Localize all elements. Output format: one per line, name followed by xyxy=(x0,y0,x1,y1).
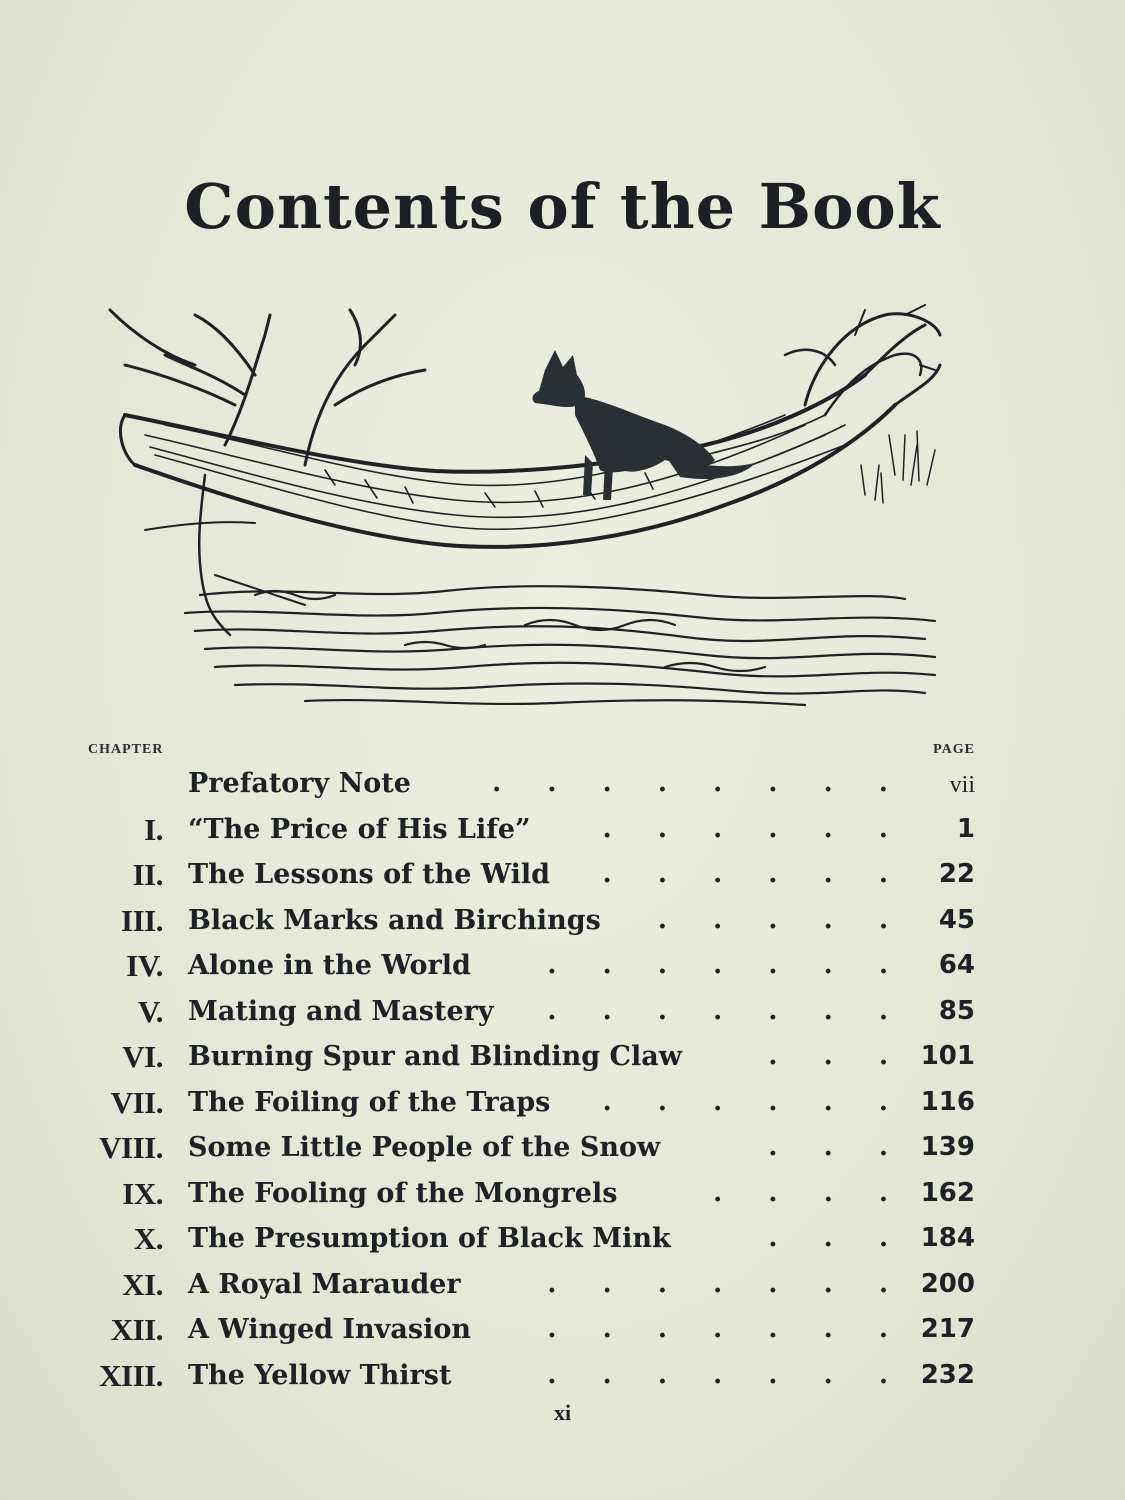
page-number-ref: 116 xyxy=(920,1086,975,1117)
chapter-title: The Lessons of the Wild xyxy=(188,859,551,890)
chapter-title: Prefatory Note xyxy=(188,768,411,799)
toc-entry xyxy=(0,903,1125,949)
fox-on-log-illustration xyxy=(105,295,950,715)
grass-tufts xyxy=(861,431,935,503)
dot-leader: . . . . . . . xyxy=(547,1314,890,1344)
page-number-ref: 162 xyxy=(920,1177,975,1208)
chapter-title: The Yellow Thirst xyxy=(188,1359,452,1391)
chapter-title: The Presumption of Black Mink xyxy=(188,1223,671,1254)
chapter-title: The Fooling of the Mongrels xyxy=(188,1177,618,1209)
water-ripples xyxy=(185,586,935,705)
chapter-number: VI. xyxy=(122,1039,163,1074)
dot-leader: . . . . . . . xyxy=(547,950,890,980)
chapter-number: XIII. xyxy=(99,1357,163,1393)
page-number-ref: 232 xyxy=(920,1359,975,1390)
dot-leader: . . . . . xyxy=(657,904,890,935)
dot-leader: . . . . . . xyxy=(602,813,890,844)
page-number-ref: 1 xyxy=(956,813,975,844)
dot-leader: . . . xyxy=(768,1041,890,1071)
toc-entry xyxy=(0,812,1125,858)
dot-leader: . . . . . . . xyxy=(547,1268,890,1299)
chapter-title: “The Price of His Life” xyxy=(188,813,531,845)
toc-entry xyxy=(0,1176,1125,1222)
toc-entry xyxy=(0,1085,1125,1131)
dot-leader: . . . xyxy=(768,1132,890,1162)
dot-leader: . . . . . . . . xyxy=(492,768,890,798)
chapter-title: The Foiling of the Traps xyxy=(188,1086,551,1118)
page-number-ref: 45 xyxy=(938,904,975,935)
dot-leader: . . . . . . xyxy=(602,1086,890,1117)
chapter-number: VII. xyxy=(110,1084,163,1120)
chapter-number: XI. xyxy=(122,1266,163,1302)
chapter-number: II. xyxy=(132,857,163,892)
chapter-number: X. xyxy=(133,1221,163,1256)
chapter-title: Alone in the World xyxy=(188,950,471,981)
toc-entry xyxy=(0,1312,1125,1358)
chapter-number: IX. xyxy=(122,1175,163,1211)
page-number-ref: 85 xyxy=(938,995,975,1026)
page-number-ref: vii xyxy=(949,772,975,798)
dot-leader: . . . . xyxy=(713,1177,890,1208)
fallen-log xyxy=(120,305,940,547)
chapter-number: I. xyxy=(144,811,163,847)
chapter-column-header: CHAPTER xyxy=(88,742,164,757)
toc-entry xyxy=(0,994,1125,1040)
page-number-ref: 200 xyxy=(920,1268,975,1299)
page-column-header: PAGE xyxy=(933,742,975,757)
table-of-contents xyxy=(0,766,1125,1403)
page-title: Contents of the Book xyxy=(184,170,941,243)
chapter-number: IV. xyxy=(126,948,163,983)
toc-entry xyxy=(0,948,1125,994)
dot-leader: . . . . . . . xyxy=(547,995,890,1026)
toc-entry xyxy=(0,1267,1125,1313)
toc-entry xyxy=(0,857,1125,903)
chapter-title: A Winged Invasion xyxy=(188,1314,471,1345)
chapter-number: VIII. xyxy=(99,1130,163,1165)
toc-entry xyxy=(0,1221,1125,1267)
toc-entry xyxy=(0,1130,1125,1176)
page-number-ref: 101 xyxy=(920,1041,975,1071)
chapter-title: A Royal Marauder xyxy=(188,1268,461,1300)
fox-figure xyxy=(532,350,755,500)
page-number-ref: 22 xyxy=(938,859,975,889)
chapter-title: Burning Spur and Blinding Claw xyxy=(188,1041,683,1072)
toc-entry xyxy=(0,1039,1125,1085)
chapter-title: Some Little People of the Snow xyxy=(188,1132,661,1163)
dot-leader: . . . xyxy=(768,1223,890,1253)
toc-entry xyxy=(0,766,1125,812)
dot-leader: . . . . . . xyxy=(602,859,890,889)
chapter-number: XII. xyxy=(110,1312,163,1347)
chapter-number: III. xyxy=(121,902,163,938)
chapter-number: V. xyxy=(137,993,163,1029)
page-number-ref: 184 xyxy=(920,1223,975,1253)
toc-entry xyxy=(0,1358,1125,1404)
dot-leader: . . . . . . . xyxy=(547,1359,890,1390)
page-number-ref: 217 xyxy=(920,1314,975,1344)
page-number-ref: 139 xyxy=(920,1132,975,1162)
chapter-title: Black Marks and Birchings xyxy=(188,904,601,936)
chapter-title: Mating and Mastery xyxy=(188,995,494,1027)
page-number: xi xyxy=(553,1400,572,1425)
page-number-ref: 64 xyxy=(938,950,975,980)
